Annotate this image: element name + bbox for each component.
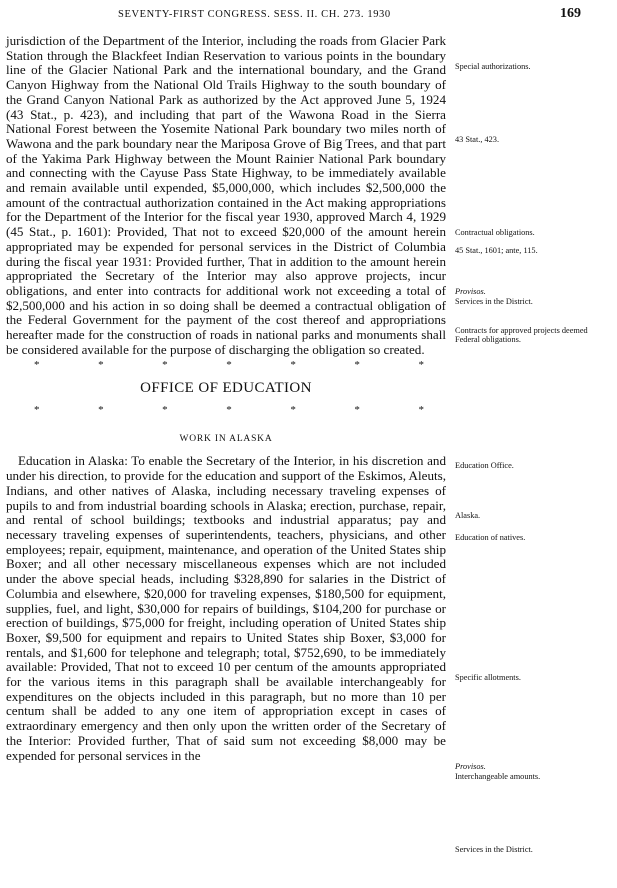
running-head: SEVENTY-FIRST CONGRESS. SESS. II. CH. 273. 1930 [118,9,391,20]
margin-note-stat-1601: 45 Stat., 1601; ante, 115. [455,246,538,255]
page-header [0,6,617,26]
margin-note-special-authorizations: Special authorizations. [455,62,531,71]
star: * [98,404,104,417]
margin-note-services-district: Services in the District. [455,297,533,306]
margin-note-interchangeable: Interchangeable amounts. [455,772,541,781]
main-text [6,34,446,763]
margin-note-education-office: Education Office. [455,461,514,470]
margin-note-education-natives: Education of natives. [455,533,526,542]
section-title: OFFICE OF EDUCATION [140,380,312,397]
star: * [354,359,360,372]
margin-note-contracts-approved: Contracts for approved projects deemed Federal obligations. [455,326,588,345]
margin-note-stat-423: 43 Stat., 423. [455,135,500,144]
roads-paragraph: jurisdiction of the Department of the Interior, including the roads from Glacier Park Station through the Blackfeet Indian Reservation to various points in the boundary line of the Glacier National Park and the international boundary, and the Grand Canyon Highway from the National Old Trails Highway to the south boundary of the Grand Canyon National Park as authorized by the Act approved June 5, 1924 (43 Stat., p. 423), and including that part of the Wawona Road in the Sierra National Forest between the Yosemite National Park boundary two miles north of Wawona and the park boundary near the Mariposa Grove of Big Trees, and that part of the Yakima Park Highway between the Mount Rainier National Park boundary and connecting with the Cayuse Pass State Highway, to be immediately available and remain available until expended, $5,000,000, which includes $2,500,000 the amount of the contractual authorization contained in the Act making appropriations for the Department of the Interior for the fiscal year 1930, approved March 4, 1929 (45 Stat., p. 1601): Provided, That not to exceed $20,000 of the amount herein appropriated may be expended for personal services in the District of Columbia during the fiscal year 1931: Provided further, That in addition to the amount herein appropriated the Secretary of the Interior may also approve projects, incur obligations, and enter into contracts for additional work not exceeding a total of $2,500,000 and his action in so doing shall be deemed a contractual obligation of the Federal Government for the payment of the cost thereof and appropriations hereafter made for the construction of roads in national parks and monuments shall be considered available for the purpose of discharging the obligation so created. [6,33,447,357]
star: * [226,359,232,372]
star: * [162,404,168,417]
section-separator-top [6,358,446,373]
page-number: 169 [560,6,581,21]
star: * [162,359,168,372]
star: * [290,404,296,417]
margin-note-specific-allotments: Specific allotments. [455,673,521,682]
star: * [418,359,424,372]
margin-note-services-district-2: Services in the District. [455,845,533,854]
star: * [34,404,40,417]
section-separator-bottom [6,403,446,418]
alaska-paragraph: Education in Alaska: To enable the Secretary of the Interior, in his discretion and under his direction, to provide for the education and support of the Eskimos, Aleuts, Indians, and other natives of Alaska, including necessary traveling expenses of pupils to and from industrial boarding schools in Alaska; erection, purchase, repair, and rental of school buildings; textbooks and industrial apparatus; pay and necessary traveling expenses of superintendents, teachers, physicians, and other employees; repair, equipment, maintenance, and operation of the United States ship Boxer; and all other necessary miscellaneous expenses which are not included under the above special heads, including $328,890 for salaries in the District of Columbia and elsewhere, $20,000 for traveling expenses, $180,500 for equipment, supplies, fuel, and light, $30,000 for repairs of buildings, $104,200 for purchase or erection of buildings, $75,000 for freight, including operation of United States ship Boxer, $9,500 for equipment and repairs to United States ship Boxer, $3,000 for rentals, and $1,600 for telephone and telegraph; total, $752,690, to be immediately available: Provided, That not to exceed 10 per centum of the amounts appropriated for the various items in this paragraph shall be available interchangeably for expenditures on the objects included in this paragraph, but no more than 10 per centum shall be added to any one item of appropriation except in cases of extraordinary emergency and then only upon the written order of the Secretary of the Interior: Provided further, That of said sum not exceeding $8,000 may be expended for personal services in the [6,453,447,763]
star: * [418,404,424,417]
star: * [290,359,296,372]
margin-note-provisos-2: Provisos. [455,762,486,771]
star: * [226,404,232,417]
margin-note-provisos: Provisos. [455,287,486,296]
subsection-title: WORK IN ALASKA [179,434,273,445]
margin-note-contractual-obligations: Contractual obligations. [455,228,535,237]
star: * [354,404,360,417]
star: * [34,359,40,372]
star: * [98,359,104,372]
margin-note-alaska: Alaska. [455,511,481,520]
